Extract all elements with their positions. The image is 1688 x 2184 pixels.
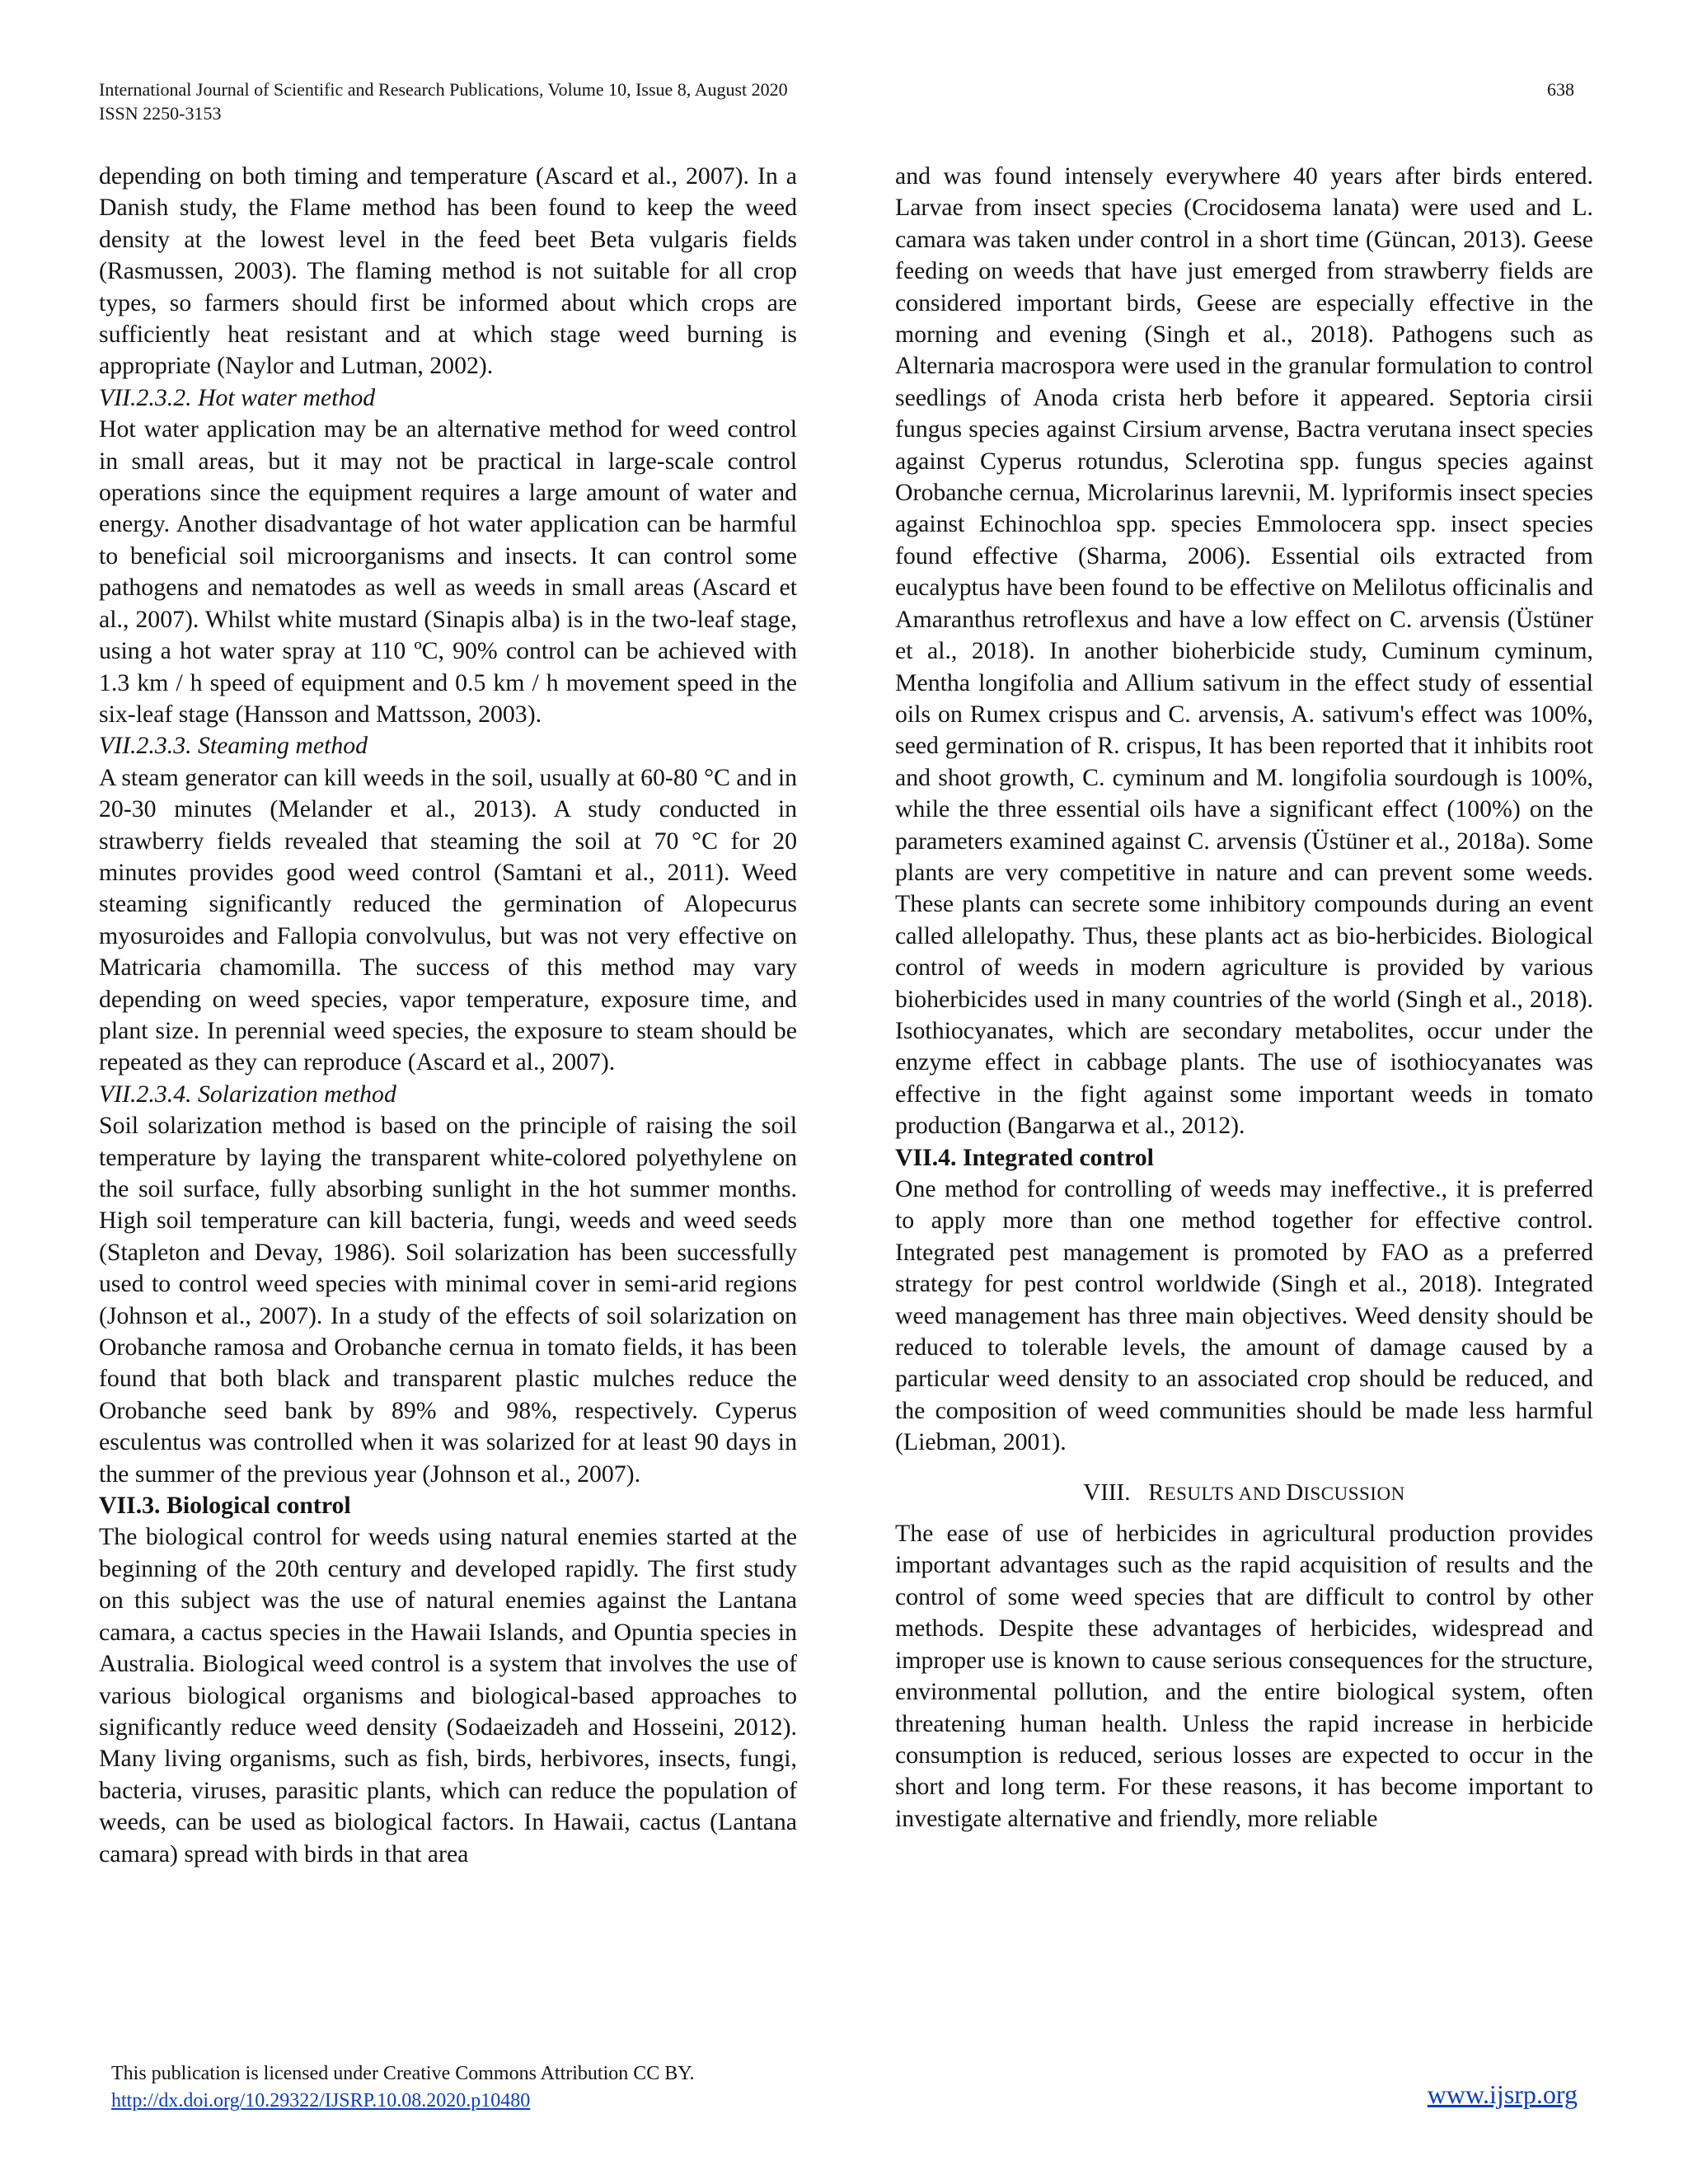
left-column xyxy=(99,161,797,1870)
license-footer xyxy=(111,2060,695,2115)
paragraph-biological-continued: and was found intensely everywhere 40 years after birds entered. Larvae from insect species (Crocidosema lanata) were used and L. camara was taken under control in a short time (Güncan, 2013). Geese feeding on weeds that have just emerged from strawberry fields are considered important birds, Geese are especially effective in the morning and evening (Singh et al., 2018). Pathogens such as Alternaria macrospora were used in the granular formulation to control seedlings of Anoda crista herb before it appeared. Septoria cirsii fungus species against Cirsium arvense, Bactra verutana insect species against Cyperus rotundus, Sclerotina spp. fungus species against Orobanche cernua, Microlarinus larevnii, M. lypriformis insect species against Echinochloa spp. species Emmolocera spp. insect species found effective (Sharma, 2006). Essential oils extracted from eucalyptus have been found to be effective on Melilotus officinalis and Amaranthus retroflexus and have a low effect on C. arvensis (Üstüner et al., 2018). In another bioherbicide study, Cuminum cyminum, Mentha longifolia and Allium sativum in the effect study of essential oils on Rumex crispus and C. arvensis, A. sativum's effect was 100%, seed germination of R. crispus, It has been reported that it inhibits root and shoot growth, C. cyminum and M. longifolia sourdough is 100%, while the three essential oils have a significant effect (100%) on the parameters examined against C. arvensis (Üstüner et al., 2018a). Some plants are very competitive in nature and can prevent some weeds. These plants can secrete some inhibitory compounds during an event called allelopathy. Thus, these plants act as bio-herbicides. Biological control of weeds in modern agriculture is provided by various bioherbicides used in many countries of the world (Singh et al., 2018). Isothiocyanates, which are secondary metabolites, occur under the enzyme effect in cabbage plants. The use of isothiocyanates was effective in the fight against some important weeds in tomato production (Bangarwa et al., 2012). xyxy=(895,162,1593,1140)
paragraph-hot-water: Hot water application may be an alternative method for weed control in small areas, but it may not be practical in large-scale control operations since the equipment requires a large amount of water and energy. Another disadvantage of hot water application can be harmful to beneficial soil microorganisms and insects. It can control some pathogens and nematodes as well as weeds in small areas (Ascard et al., 2007). Whilst white mustard (Sinapis alba) is in the two-leaf stage, using a hot water spray at 110 ºC, 90% control can be achieved with 1.3 km / h speed of equipment and 0.5 km / h movement speed in the six-leaf stage (Hansson and Mattsson, 2003). xyxy=(99,415,797,728)
subheading-hot-water: VII.2.3.2. Hot water method xyxy=(99,383,376,411)
heading-integrated-control: VII.4. Integrated control xyxy=(895,1143,1154,1171)
section-number: VIII. xyxy=(1083,1479,1131,1506)
paragraph-results-discussion: The ease of use of herbicides in agricultural production provides important advantages such as the rapid acquisition of results and the control of some weed species that are difficult to control by other methods. Despite these advantages of herbicides, widespread and improper use is known to cause serious consequences for the structure, environmental pollution, and the entire biological system, often threatening human health. Unless the rapid increase in herbicide consumption is reduced, serious losses are expected to occur in the short and long term. For these reasons, it has become important to investigate alternative and friendly, more reliable xyxy=(895,1520,1593,1832)
paragraph-biological-control: The biological control for weeds using natural enemies started at the beginning of the 20th century and developed rapidly. The first study on this subject was the use of natural enemies against the Lantana camara, a cactus species in the Hawaii Islands, and Opuntia species in Australia. Biological weed control is a system that involves the use of various biological organisms and biological-based approaches to significantly reduce weed density (Sodaeizadeh and Hosseini, 2012). Many living organisms, such as fish, birds, herbivores, insects, fungi, bacteria, viruses, parasitic plants, which can reduce the population of weeds, can be used as biological factors. In Hawaii, cactus (Lantana camara) spread with birds in that area xyxy=(99,1523,797,1868)
heading-biological-control: VII.3. Biological control xyxy=(99,1492,351,1520)
issn: ISSN 2250-3153 xyxy=(99,103,222,124)
doi-link[interactable]: http://dx.doi.org/10.29322/IJSRP.10.08.2020.p10480 xyxy=(111,2090,531,2111)
running-header xyxy=(99,77,1574,125)
subheading-steaming: VII.2.3.3. Steaming method xyxy=(99,732,368,760)
journal-website xyxy=(1428,2079,1578,2110)
subheading-solarization: VII.2.3.4. Solarization method xyxy=(99,1080,396,1108)
journal-title: International Journal of Scientific and Research Publications, Volume 10, Issue 8, August 2020 xyxy=(99,79,788,100)
paragraph-solarization: Soil solarization method is based on the principle of raising the soil temperature by laying the transparent white-colored polyethylene on the soil surface, fully absorbing sunlight in the hot summer months. High soil temperature can kill bacteria, fungi, weeds and weed seeds (Stapleton and Devay, 1986). Soil solarization has been successfully used to control weed species with minimal cover in semi-arid regions (Johnson et al., 2007). In a study of the effects of soil solarization on Orobanche ramosa and Orobanche cernua in tomato fields, it has been found that both black and transparent plastic mulches reduce the Orobanche seed bank by 89% and 98%, respectively. Cyperus esculentus was controlled when it was solarized for at least 90 days in the summer of the previous year (Johnson et al., 2007). xyxy=(99,1112,797,1488)
page-number: 638 xyxy=(1547,79,1574,100)
website-link[interactable]: www.ijsrp.org xyxy=(1427,2079,1578,2109)
paragraph-flame: depending on both timing and temperature (Ascard et al., 2007). In a Danish study, the Flame method has been found to keep the weed density at the lowest level in the feed beet Beta vulgaris fields (Rasmussen, 2003). The flaming method is not suitable for all crop types, so farmers should first be informed about which crops are sufficiently heat resistant and at which stage weed burning is appropriate (Naylor and Lutman, 2002). xyxy=(99,162,797,380)
license-text: This publication is licensed under Creative Commons Attribution CC BY. xyxy=(111,2063,695,2084)
paragraph-steaming: A steam generator can kill weeds in the soil, usually at 60-80 °C and in 20-30 minutes (Melander et al., 2013). A study conducted in strawberry fields revealed that steaming the soil at 70 °C for 20 minutes provides good weed control (Samtani et al., 2011). Weed steaming significantly reduced the germination of Alopecurus myosuroides and Fallopia convolvulus, but was not very effective on Matricaria chamomilla. The success of this method may vary depending on weed species, vapor temperature, exposure time, and plant size. In perennial weed species, the exposure to steam should be repeated as they can reproduce (Ascard et al., 2007). xyxy=(99,763,797,1076)
paragraph-integrated-control: One method for controlling of weeds may ineffective., it is preferred to apply more than one method together for effective control. Integrated pest management is promoted by FAO as a preferred strategy for pest control worldwide (Singh et al., 2018). Integrated weed management has three main objectives. Weed density should be reduced to tolerable levels, the amount of damage caused by a particular weed density to an associated crop should be reduced, and the composition of weed communities should be made less harmful (Liebman, 2001). xyxy=(895,1175,1593,1456)
heading-results-discussion: VIII. RESULTS AND DISCUSSION xyxy=(1083,1479,1405,1506)
right-column xyxy=(895,161,1593,1835)
